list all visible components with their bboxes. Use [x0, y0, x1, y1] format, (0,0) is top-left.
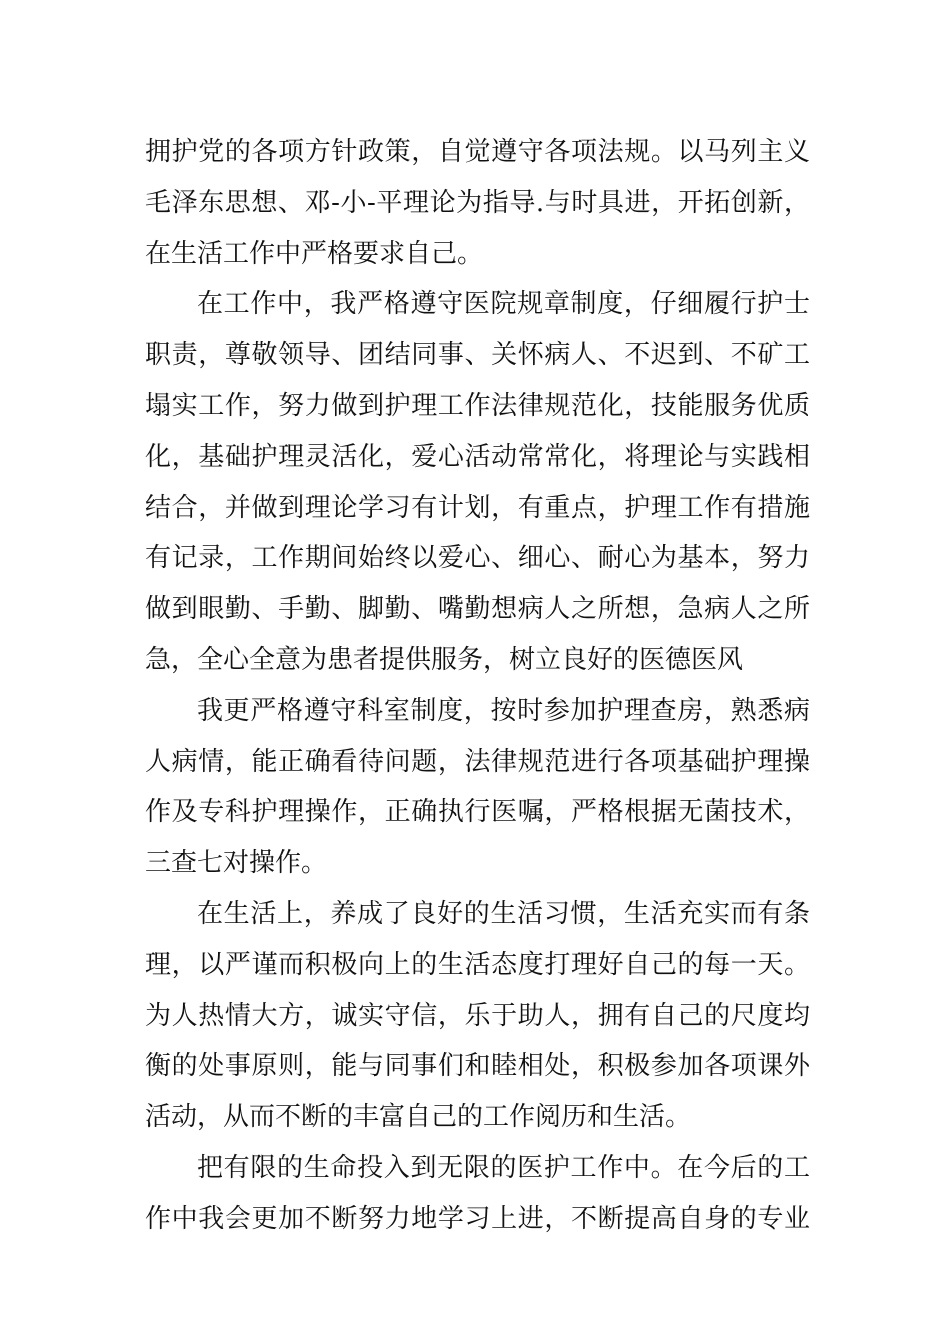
paragraph-5 — [145, 1143, 810, 1245]
text-line: 塌实工作，努力做到护理工作法律规范化，技能服务优质 — [145, 390, 810, 421]
text-line: 作及专科护理操作，正确执行医嘱，严格根据无菌技术， — [145, 797, 810, 828]
text-line: 在生活上，养成了良好的生活习惯，生活充实而有条 — [197, 898, 810, 929]
paragraph-3 — [145, 686, 810, 889]
text-line: 结合，并做到理论学习有计划，有重点，护理工作有措施 — [145, 492, 810, 523]
text-line: 毛泽东思想、邓-小-平理论为指导.与时具进，开拓创新， — [145, 187, 810, 218]
text-line: 我更严格遵守科室制度，按时参加护理查房，熟悉病 — [197, 695, 810, 726]
text-line: 急，全心全意为患者提供服务，树立良好的医德医风 — [145, 644, 744, 675]
text-line: 把有限的生命投入到无限的医护工作中。在今后的工 — [197, 1152, 810, 1183]
text-line: 做到眼勤、手勤、脚勤、嘴勤想病人之所想，急病人之所 — [145, 594, 810, 625]
text-line: 三查七对操作。 — [145, 848, 328, 879]
paragraph-2 — [145, 279, 810, 685]
paragraph-1 — [145, 127, 810, 279]
text-line: 活动，从而不断的丰富自己的工作阅历和生活。 — [145, 1102, 692, 1133]
text-line: 为人热情大方，诚实守信，乐于助人，拥有自己的尺度均 — [145, 1000, 810, 1031]
paragraph-4 — [145, 889, 810, 1143]
text-line: 在工作中，我严格遵守医院规章制度，仔细履行护士 — [197, 289, 810, 320]
text-line: 职责，尊敬领导、团结同事、关怀病人、不迟到、不矿工 — [145, 340, 810, 371]
text-line: 人病情，能正确看待问题，法律规范进行各项基础护理操 — [145, 746, 810, 777]
text-line: 在生活工作中严格要求自己。 — [145, 238, 484, 269]
text-line: 衡的处事原则，能与同事们和睦相处，积极参加各项课外 — [145, 1051, 810, 1082]
text-line: 化，基础护理灵活化，爱心活动常常化，将理论与实践相 — [145, 441, 810, 472]
text-line: 拥护党的各项方针政策，自觉遵守各项法规。以马列主义 — [145, 137, 810, 167]
text-line: 作中我会更加不断努力地学习上进，不断提高自身的专业 — [145, 1203, 810, 1234]
document-body — [145, 127, 810, 1245]
text-line: 有记录，工作期间始终以爱心、细心、耐心为基本，努力 — [145, 543, 810, 574]
text-line: 理，以严谨而积极向上的生活态度打理好自己的每一天。 — [145, 949, 810, 980]
